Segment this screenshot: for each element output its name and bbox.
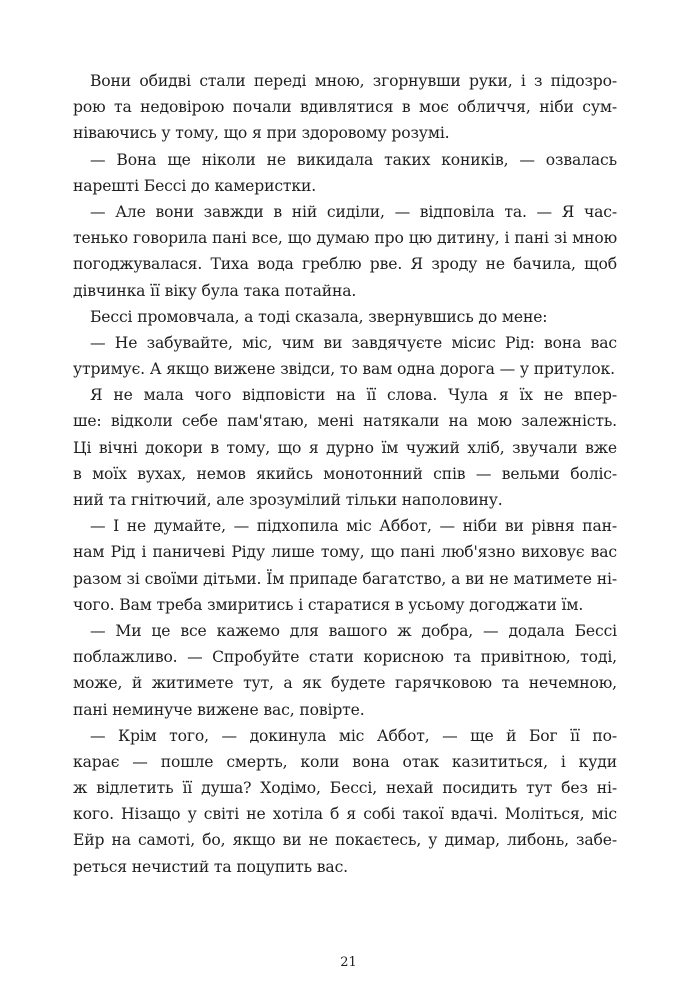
- text-line: карає — пошле смерть, коли вона отак казититься, і куди: [73, 752, 617, 771]
- text-line: в моїх вухах, немов якийсь монотонний спів — вельми боліс-: [73, 464, 617, 483]
- text-line: тенько говорила пані все, що думаю про цю дитину, і пані зі мною: [73, 229, 617, 248]
- text-line: — І не думайте, — підхопила міс Аббот, — ніби ви рівня пан-: [90, 517, 617, 536]
- text-line: — Але вони завжди в ній сиділи, — відповіла та. — Я час-: [90, 202, 617, 221]
- text-line: пані неминуче вижене вас, повірте.: [73, 700, 365, 719]
- text-line: — Крім того, — докинула міс Аббот, — ще й Бог її по-: [90, 726, 617, 745]
- text-line: Ейр на самоті, бо, якщо ви не покаєтесь, у димар, либонь, забе-: [73, 831, 617, 850]
- text-line: разом зі своїми дітьми. Їм припаде багатство, а ви не матимете ні-: [73, 569, 617, 588]
- text-line: — Вона ще ніколи не викидала таких коників, — озвалась: [90, 150, 617, 169]
- text-line: Бессі промовчала, а тоді сказала, звернувшись до мене:: [90, 307, 548, 326]
- text-line: нам Рід і паничеві Ріду лише тому, що пані люб'язно виховує вас: [73, 543, 617, 562]
- text-line: — Ми це все кажемо для вашого ж добра, — додала Бессі: [90, 621, 617, 640]
- text-line: ний та гнітючий, але зрозумілий тільки наполовину.: [73, 491, 503, 509]
- body-text: [73, 68, 617, 880]
- text-line: погоджувалася. Тиха вода греблю рве. Я зроду не бачила, щоб: [73, 255, 617, 274]
- text-line: нарешті Бессі до камеристки.: [73, 176, 317, 195]
- text-line: може, й житимете тут, а як будете гарячковою та нечемною,: [73, 674, 617, 693]
- text-line: Я не мала чого відповісти на її слова. Чула я їх не впер-: [90, 386, 617, 405]
- text-line: рою та недовірою почали вдивлятися в моє обличчя, ніби сум-: [73, 98, 617, 117]
- text-line: утримує. А якщо вижене звідси, то вам одна дорога — у притулок.: [73, 360, 615, 379]
- text-line: ніваючись у тому, що я при здоровому розумі.: [73, 124, 450, 143]
- text-line: дівчинка її віку була така потайна.: [73, 281, 357, 300]
- text-line: ше: відколи себе пам'ятаю, мені натякали на мою залежність.: [73, 412, 617, 431]
- text-line: Вони обидві стали переді мною, згорнувши руки, і з підозро-: [90, 72, 617, 90]
- text-line: Ці вічні докори в тому, що я дурно їм чужий хліб, звучали вже: [73, 438, 617, 457]
- text-line: поблажливо. — Спробуйте стати корисною та привітною, тоді,: [73, 648, 617, 667]
- page-number: 21: [340, 955, 357, 970]
- text-line: — Не забувайте, міс, чим ви завдячуєте місис Рід: вона вас: [90, 333, 617, 352]
- text-line: чого. Вам треба змиритись і старатися в усьому догоджати їм.: [73, 595, 584, 614]
- text-line: реться нечистий та поцупить вас.: [73, 857, 348, 876]
- text-line: ж відлетить її душа? Ходімо, Бессі, нехай посидить тут без ні-: [73, 779, 617, 798]
- text-line: кого. Нізащо у світі не хотіла б я собі такої вдачі. Моліться, міс: [73, 805, 617, 824]
